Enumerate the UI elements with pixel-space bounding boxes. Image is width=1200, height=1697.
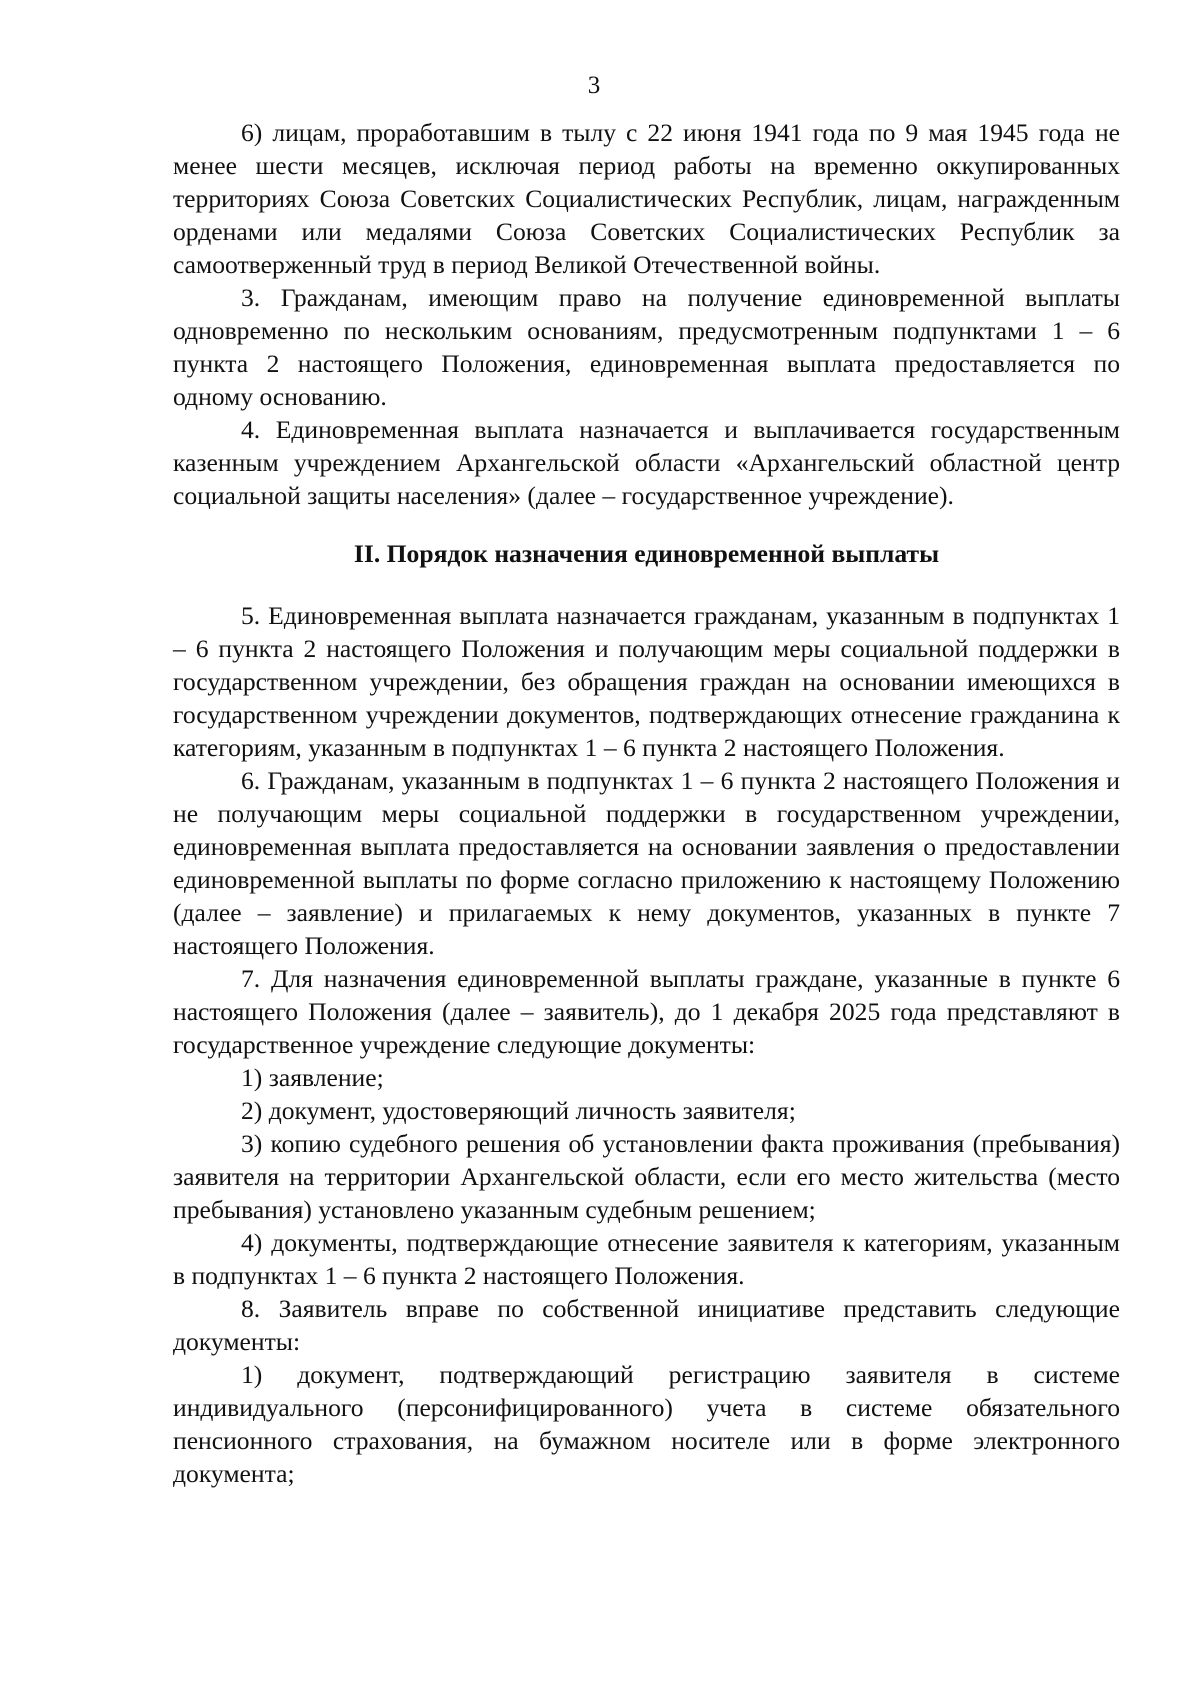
spacer [173,512,1120,537]
paragraph-item-6: 6. Гражданам, указанным в подпунктах 1 – 6 пункта 2 настоящего Положения и не получающим меры социальной поддержки в государственном учреждении, единовременная выплата предоставляется на основании заявления о предоставлении единовременной выплаты по форме согласно приложению к настоящему Положению (далее – заявление) и прилагаемых к нему документов, указанных в пункте 7 настоящего Положения. [173,766,1120,960]
paragraph-item-7: 7. Для назначения единовременной выплаты граждане, указанные в пункте 6 настоящего Положения (далее – заявитель), до 1 декабря 2025 года представляют в государственное учреждение следующие документы: [173,964,1120,1059]
paragraph-subitem-6: 6) лицам, проработавшим в тылу с 22 июня 1941 года по 9 мая 1945 года не менее шести месяцев, исключая период работы на временно оккупированных территориях Союза Советских Социалистических Республик, лицам, награжденным орденами или медалями Союза Советских Социалистических Республик за самоотверженный труд в период Великой Отечественной войны. [173,118,1120,279]
list-item-7-4: 4) документы, подтверждающие отнесение заявителя к категориям, указанным в подпунктах 1 – 6 пункта 2 настоящего Положения. [173,1228,1120,1290]
paragraph-item-4: 4. Единовременная выплата назначается и выплачивается государственным казенным учреждением Архангельской области «Архангельский областной центр социальной защиты населения» (далее – государственное учреждение). [173,415,1120,510]
list-item-8-1: 1) документ, подтверждающий регистрацию заявителя в системе индивидуального (персонифицированного) учета в системе обязательного пенсионного страхования, на бумажном носителе или в форме электронного документа; [173,1360,1120,1488]
list-item-7-1: 1) заявление; [241,1063,384,1092]
paragraph-item-3: 3. Гражданам, имеющим право на получение единовременной выплаты одновременно по нескольким основаниям, предусмотренным подпунктами 1 – 6 пункта 2 настоящего Положения, единовременная выплата предоставляется по одному основанию. [173,283,1120,411]
section-heading: II. Порядок назначения единовременной выплаты [353,539,940,568]
list-item-7-2: 2) документ, удостоверяющий личность заявителя; [241,1096,796,1125]
paragraph-item-8: 8. Заявитель вправе по собственной инициативе представить следующие документы: [173,1294,1120,1356]
page-number: 3 [587,72,601,99]
paragraph-item-5: 5. Единовременная выплата назначается гражданам, указанным в подпунктах 1 – 6 пункта 2 настоящего Положения и получающим меры социальной поддержки в государственном учреждении, без обращения граждан на основании имеющихся в государственном учреждении документов, подтверждающих отнесение гражданина к категориям, указанным в подпунктах 1 – 6 пункта 2 настоящего Положения. [173,601,1120,762]
list-item-7-3: 3) копию судебного решения об установлении факта проживания (пребывания) заявителя на территории Архангельской области, если его место жительства (место пребывания) установлено указанным судебным решением; [173,1129,1120,1224]
document-body [173,116,1120,1490]
spacer [173,570,1120,599]
